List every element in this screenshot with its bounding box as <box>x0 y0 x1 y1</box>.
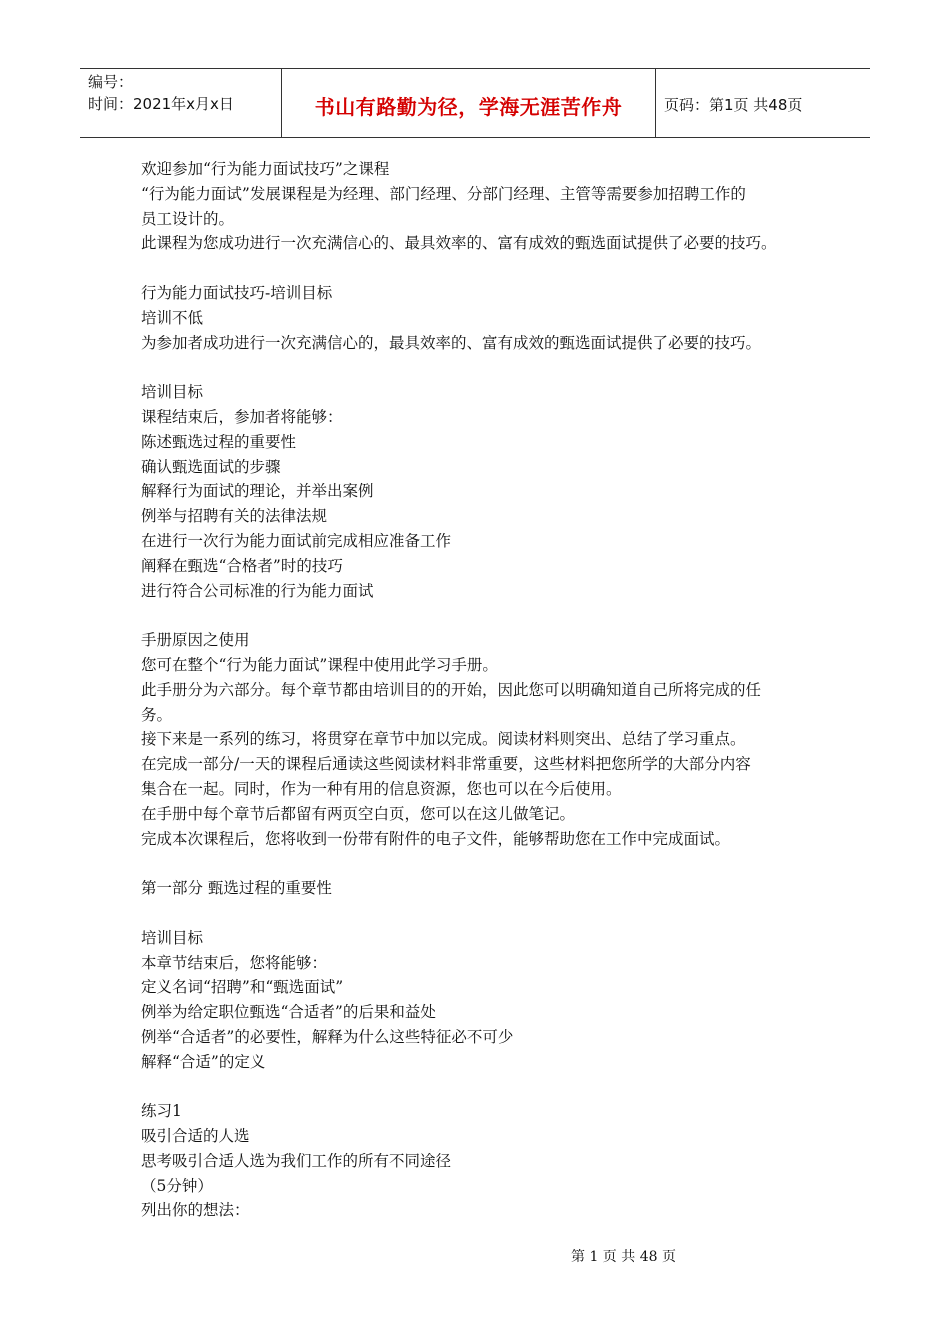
footer-page-number: 第 1 页 共 48 页 <box>571 1249 676 1265</box>
list-item: 解释行为面试的理论，并举出案例 <box>141 482 374 501</box>
blank-line <box>141 355 821 380</box>
document-body <box>141 157 821 1223</box>
blank-line <box>141 901 821 926</box>
body-line: （5分钟） <box>141 1176 213 1195</box>
section-heading: 培训目标 <box>141 928 204 947</box>
blank-line <box>141 851 821 876</box>
page-info-label: 页码：第1页 共48页 <box>664 96 803 114</box>
body-line: 完成本次课程后，您将收到一份带有附件的电子文件，能够帮助您在工作中完成面试。 <box>141 829 731 848</box>
document-header <box>80 68 870 138</box>
date-label: 时间：2021年x月x日 <box>88 95 234 113</box>
list-item: 定义名词“招聘”和“甄选面试” <box>141 978 344 997</box>
body-line: 吸引合适的人选 <box>141 1127 250 1146</box>
header-meta <box>80 69 282 137</box>
motto: 书山有路勤为径，学海无涯苦作舟 <box>314 94 623 119</box>
body-line: 培训不低 <box>141 308 204 327</box>
body-line: 欢迎参加“行为能力面试技巧”之课程 <box>141 160 390 178</box>
list-item: 进行符合公司标准的行为能力面试 <box>141 581 374 600</box>
section-heading: 手册原因之使用 <box>141 631 250 650</box>
body-line: 此手册分为六部分。每个章节都由培训目的的开始，因此您可以明确知道自己所将完成的任 <box>141 680 762 699</box>
number-label: 编号： <box>88 73 134 91</box>
body-line: “行为能力面试”发展课程是为经理、部门经理、分部门经理、主管等需要参加招聘工作的 <box>141 184 746 203</box>
body-line: 课程结束后，参加者将能够： <box>141 407 343 426</box>
list-item: 阐释在甄选“合格者”时的技巧 <box>141 556 343 575</box>
blank-line <box>141 603 821 628</box>
section-heading: 第一部分 甄选过程的重要性 <box>141 879 332 898</box>
section-heading: 练习1 <box>141 1102 182 1121</box>
list-item: 例举为给定职位甄选“合适者”的后果和益处 <box>141 1003 436 1022</box>
blank-line <box>141 256 821 281</box>
body-line: 员工设计的。 <box>141 209 235 228</box>
body-line: 本章节结束后，您将能够： <box>141 953 328 972</box>
body-line: 集合在一起。同时，作为一种有用的信息资源，您也可以在今后使用。 <box>141 779 622 798</box>
page-footer <box>0 1246 950 1266</box>
body-line: 在手册中每个章节后都留有两页空白页，您可以在这儿做笔记。 <box>141 804 576 823</box>
body-line: 接下来是一系列的练习，将贯穿在章节中加以完成。阅读材料则突出、总结了学习重点。 <box>141 730 746 749</box>
section-heading: 培训目标 <box>141 383 204 402</box>
body-line: 列出你的想法： <box>141 1201 250 1220</box>
list-item: 例举“合适者”的必要性，解释为什么这些特征必不可少 <box>141 1027 514 1046</box>
body-line: 务。 <box>141 705 173 724</box>
body-line: 在完成一部分/一天的课程后通读这些阅读材料非常重要，这些材料把您所学的大部分内容 <box>141 755 751 774</box>
body-line: 思考吸引合适人选为我们工作的所有不同途径 <box>141 1151 452 1170</box>
list-item: 在进行一次行为能力面试前完成相应准备工作 <box>141 531 452 550</box>
body-line: 您可在整个“行为能力面试”课程中使用此学习手册。 <box>141 655 498 674</box>
list-item: 陈述甄选过程的重要性 <box>141 432 297 451</box>
section-heading: 行为能力面试技巧-培训目标 <box>141 283 333 302</box>
list-item: 解释“合适”的定义 <box>141 1052 266 1071</box>
list-item: 例举与招聘有关的法律法规 <box>141 507 328 526</box>
body-line: 为参加者成功进行一次充满信心的，最具效率的、富有成效的甄选面试提供了必要的技巧。 <box>141 333 762 352</box>
list-item: 确认甄选面试的步骤 <box>141 457 281 476</box>
blank-line <box>141 1074 821 1099</box>
header-motto-cell <box>282 69 656 137</box>
header-page-info <box>656 69 870 137</box>
body-line: 此课程为您成功进行一次充满信心的、最具效率的、富有成效的甄选面试提供了必要的技巧。 <box>141 234 777 253</box>
